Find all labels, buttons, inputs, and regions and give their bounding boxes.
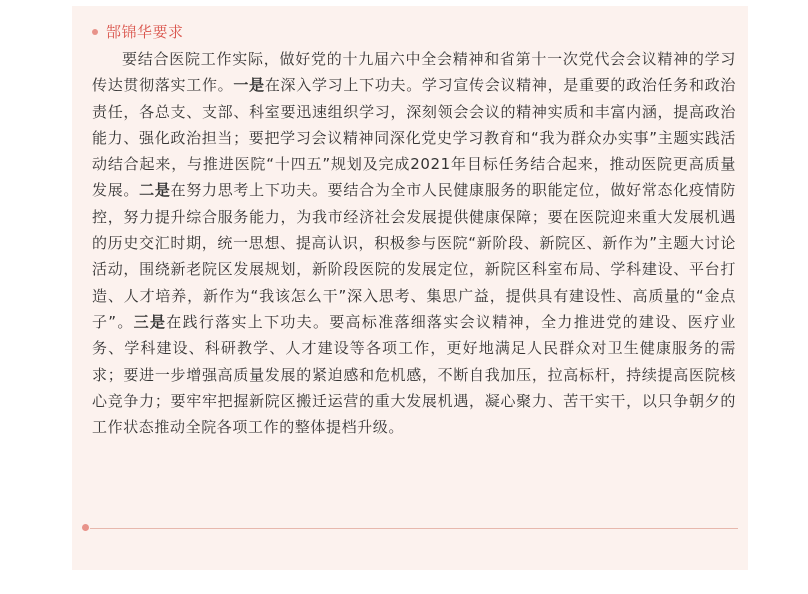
body-segment: 在践行落实上下功夫。要高标准落细落实会议精神，全力推进党的建设、医疗业务、学科建设、科研教学、人才建设等各项工作，更好地满足人民群众对卫生健康服务的需求；要进一步增强高质量发展的紧迫感和危机感，不断自我加压，拉高标杆，持续提高医院核心竞争力；要牢牢把握新院区搬迁运营的重大发展机遇，凝心聚力、苦干实干，以只争朝夕的工作状态推动全院各项工作的整体提档升级。 bbox=[92, 312, 737, 437]
body-segment: 要结合医院工作实际，做好党的十九届六中全会精神和省第十一次党代会会议精神的学习传达贯彻落实工作。 bbox=[92, 50, 736, 95]
body-segment-emphasis: 二是 bbox=[139, 181, 171, 200]
divider-dot-icon bbox=[82, 524, 89, 531]
bullet-dot-icon bbox=[92, 29, 98, 35]
body-segment-emphasis: 一是 bbox=[233, 76, 265, 95]
section-heading-text: 郜锦华要求 bbox=[106, 23, 184, 41]
body-segment: 在努力思考上下功夫。要结合为全市人民健康服务的职能定位，做好常态化疫情防控，努力提升综合服务能力，为我市经济社会发展提供健康保障；要在医院迎来重大发展机遇的历史交汇时期，统一思想、提高认识，积极参与医院“新阶段、新院区、新作为”主题大讨论活动，围绕新老院区发展规划，新阶段医院的发展定位，新院区科室布局、学科建设、平台打造、人才培养，新作为“我该怎么干”深入思考、集思广益，提供具有建设性、高质量的“金点子”。 bbox=[92, 181, 736, 331]
body-segment-emphasis: 三是 bbox=[133, 312, 167, 331]
divider-line bbox=[90, 528, 738, 529]
article-body bbox=[92, 46, 736, 440]
section-heading bbox=[92, 20, 184, 44]
body-segment: 在深入学习上下功夫。学习宣传会议精神，是重要的政治任务和政治责任，各总支、支部、科室要迅速组织学习，深刻领会会议的精神实质和丰富内涵，提高政治能力、强化政治担当；要把学习会议精神同深化党史学习教育和“我为群众办实事”主题实践活动结合起来，与推进医院“十四五”规划及完成2021年目标任务结合起来，推动医院更高质量发展。 bbox=[92, 76, 736, 200]
